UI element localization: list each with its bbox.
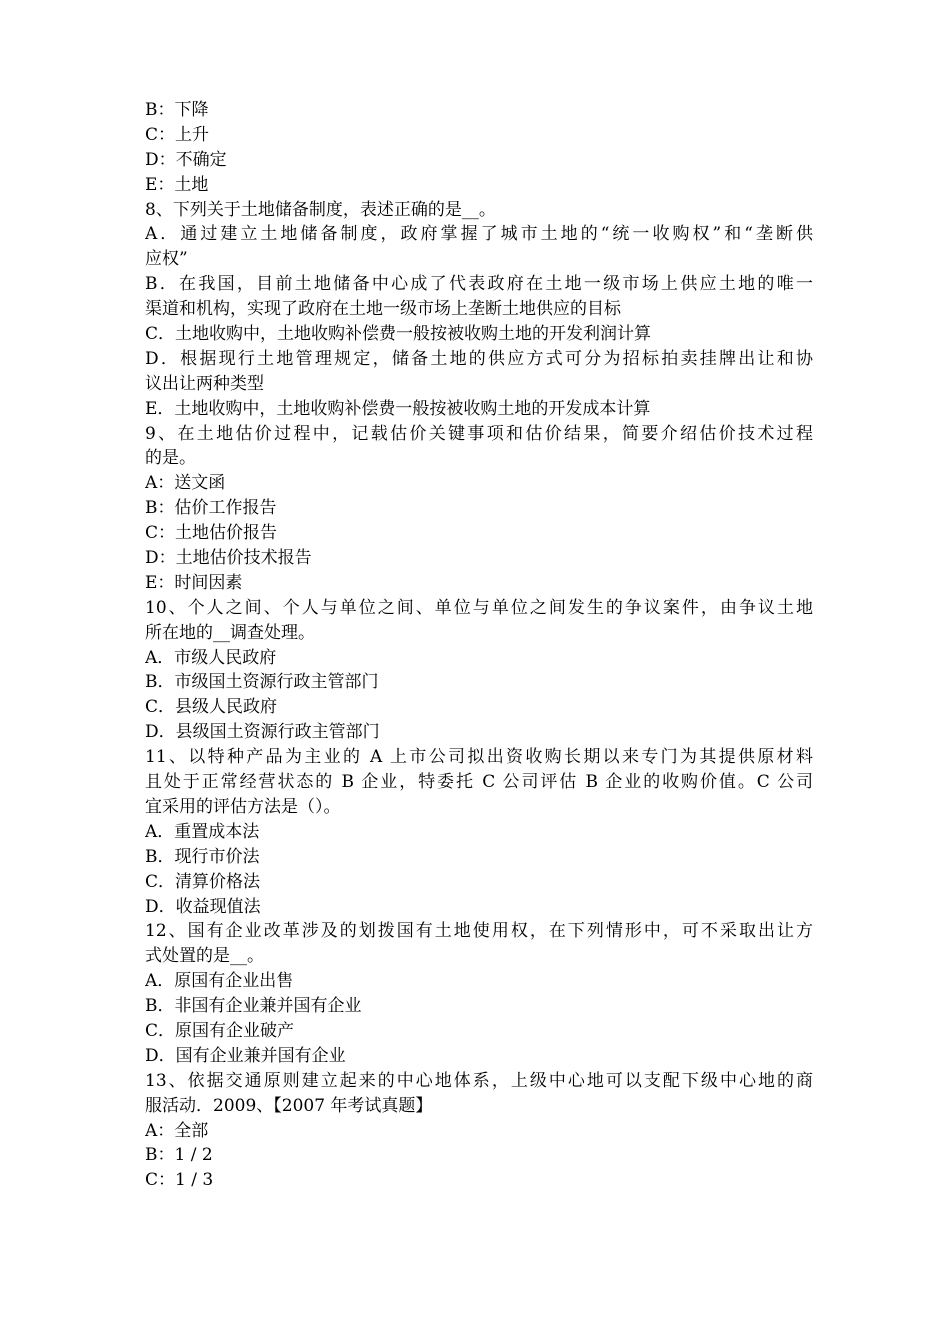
text-line: 11、以特种产品为主业的 A 上市公司拟出资收购长期以来专门为其提供原材料 [145, 747, 813, 768]
text-line: B．现行市价法 [145, 846, 260, 867]
text-line: D．收益现值法 [145, 896, 261, 917]
text-line: E．土地收购中，土地收购补偿费一般按被收购土地的开发成本计算 [145, 398, 651, 419]
text-line: 服活动．2009、【2007 年考试真题】 [145, 1095, 433, 1116]
text-line: A．市级人民政府 [145, 647, 277, 668]
text-line: C：土地估价报告 [145, 523, 278, 544]
text-line: 10、个人之间、个人与单位之间、单位与单位之间发生的争议案件，由争议土地 [145, 597, 813, 618]
text-line: 应权” [145, 249, 188, 270]
text-line: C．土地收购中，土地收购补偿费一般按被收购土地的开发利润计算 [145, 324, 652, 345]
text-line: C：1 / 3 [145, 1170, 214, 1191]
text-line: C：上升 [145, 124, 210, 145]
text-line: D．国有企业兼并国有企业 [145, 1045, 346, 1066]
text-line: 8、下列关于土地储备制度，表述正确的是__。 [145, 199, 496, 220]
document-page [145, 98, 813, 1193]
text-line: A．原国有企业出售 [145, 971, 294, 992]
text-line: 宜采用的评估方法是（）。 [145, 796, 341, 817]
text-line: B：下降 [145, 100, 209, 120]
text-line: 的是。 [145, 448, 196, 469]
text-line: 12、国有企业改革涉及的划拨国有土地使用权，在下列情形中，可不采取出让方 [145, 921, 813, 942]
text-line: B．非国有企业兼并国有企业 [145, 996, 362, 1017]
text-line: E：时间因素 [145, 572, 243, 593]
text-line: A：送文函 [145, 473, 226, 494]
text-line: D：土地估价技术报告 [145, 548, 312, 569]
text-line: 13、依据交通原则建立起来的中心地体系，上级中心地可以支配下级中心地的商 [145, 1070, 813, 1091]
text-line: B．在我国，目前土地储备中心成了代表政府在土地一级市场上供应土地的唯一 [145, 274, 813, 295]
text-line: A．重置成本法 [145, 821, 260, 842]
text-line: A：全部 [145, 1120, 209, 1141]
text-line: D．县级国土资源行政主管部门 [145, 722, 380, 743]
text-line: E：土地 [145, 174, 209, 195]
text-line: 渠道和机构，实现了政府在土地一级市场上垄断土地供应的目标 [145, 299, 621, 320]
text-line: 9、在土地估价过程中，记载估价关键事项和估价结果，简要介绍估价技术过程 [145, 423, 813, 444]
text-line: B：1 / 2 [145, 1145, 213, 1166]
text-line: 且处于正常经营状态的 B 企业，特委托 C 公司评估 B 企业的收购价值。C 公司 [145, 772, 813, 793]
text-line: C．清算价格法 [145, 871, 261, 892]
text-line: 所在地的__调查处理。 [145, 622, 315, 643]
text-line: B．市级国土资源行政主管部门 [145, 672, 379, 693]
text-line: D．根据现行土地管理规定，储备土地的供应方式可分为招标拍卖挂牌出让和协 [145, 348, 813, 369]
text-line: B：估价工作报告 [145, 498, 277, 519]
text-line: C．原国有企业破产 [145, 1020, 295, 1041]
text-line: C．县级人民政府 [145, 697, 278, 718]
text-line: A．通过建立土地储备制度，政府掌握了城市土地的“统一收购权”和“垄断供 [145, 224, 813, 245]
text-line: 式处置的是__。 [145, 946, 264, 967]
text-line: 议出让两种类型 [145, 373, 264, 394]
text-line: D：不确定 [145, 149, 227, 170]
